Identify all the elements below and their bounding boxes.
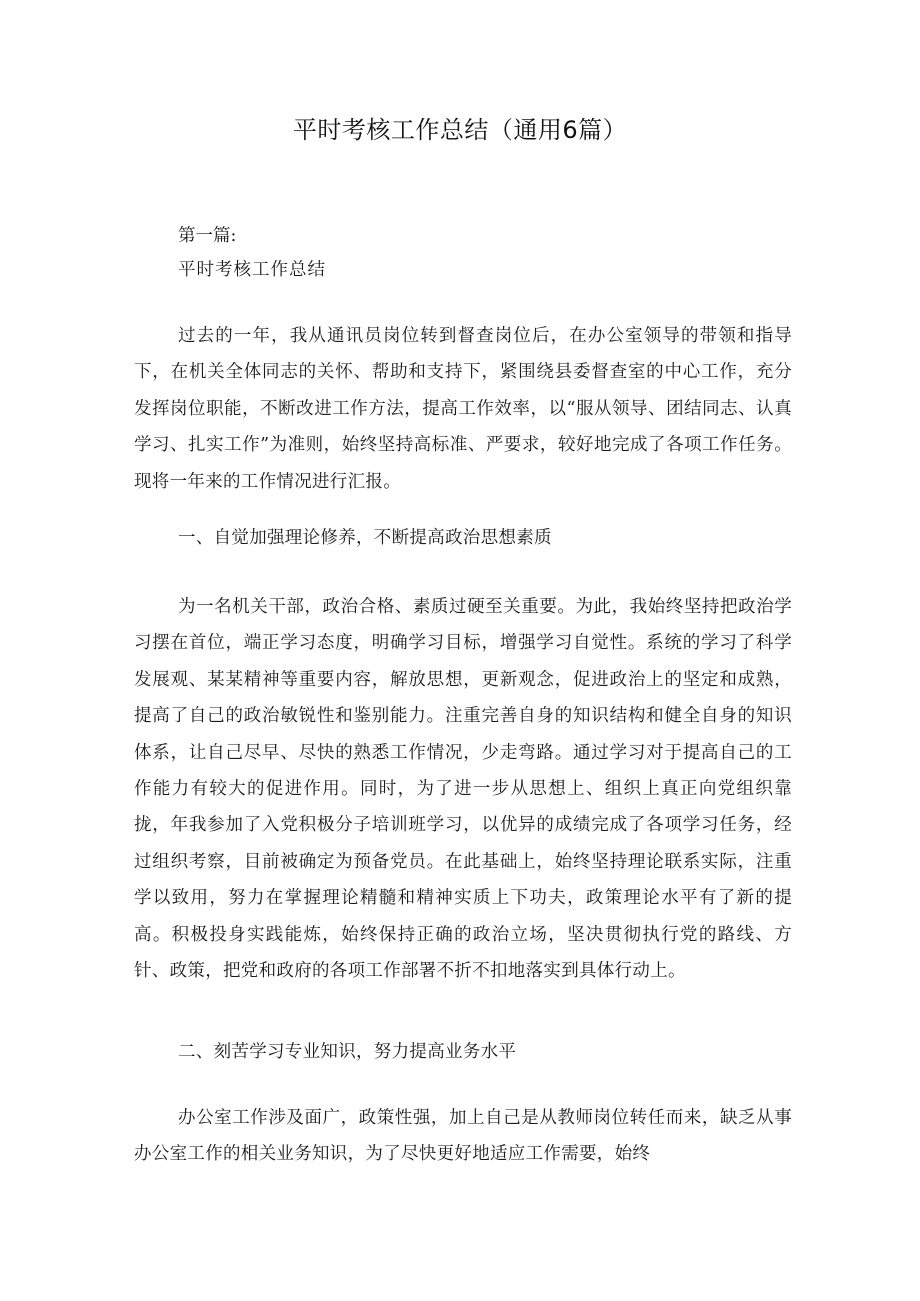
section-heading-2: 二、刻苦学习专业知识，努力提高业务水平: [178, 1042, 517, 1062]
part-title: 平时考核工作总结: [178, 260, 326, 280]
paragraph-intro: 过去的一年，我从通讯员岗位转到督查岗位后，在办公室领导的带领和指导下，在机关全体同志的关怀、帮助和支持下，紧围绕县委督查室的中心工作，充分发挥岗位职能，不断改进工作方法，提高工作效率，以“服从领导、团结同志、认真学习、扎实工作”为准则，始终坚持高标准、严要求，较好地完成了各项工作任务。现将一年来的工作情况进行汇报。: [134, 326, 792, 492]
paragraph-section-1: 为一名机关干部，政治合格、素质过硬至关重要。为此，我始终坚持把政治学习摆在首位，端正学习态度，明确学习目标，增强学习自觉性。系统的学习了科学发展观、某某精神等重要内容，解放思想，更新观念，促进政治上的坚定和成熟，提高了自己的政治敏锐性和鉴别能力。注重完善自身的知识结构和健全自身的知识体系，让自己尽早、尽快的熟悉工作情况，少走弯路。通过学习对于提高自己的工作能力有较大的促进作用。同时，为了进一步从思想上、组织上真正向党组织靠拢，年我参加了入党积极分子培训班学习，以优异的成绩完成了各项学习任务，经过组织考察，目前被确定为预备党员。在此基础上，始终坚持理论联系实际，注重学以致用，努力在掌握理论精髓和精神实质上下功夫，政策理论水平有了新的提高。积极投身实践能炼，始终保持正确的政治立场，坚决贯彻执行党的路线、方针、政策，把党和政府的各项工作部署不折不扣地落实到具体行动上。: [134, 597, 792, 982]
paragraph-section-2: 办公室工作涉及面广，政策性强，加上自己是从教师岗位转任而来，缺乏从事办公室工作的相关业务知识，为了尽快更好地适应工作需要，始终: [134, 1108, 792, 1165]
section-heading-1: 一、自觉加强理论修养，不断提高政治思想素质: [178, 528, 552, 548]
part-label: 第一篇:: [178, 226, 237, 246]
document-title: 平时考核工作总结（通用6篇）: [292, 116, 628, 144]
